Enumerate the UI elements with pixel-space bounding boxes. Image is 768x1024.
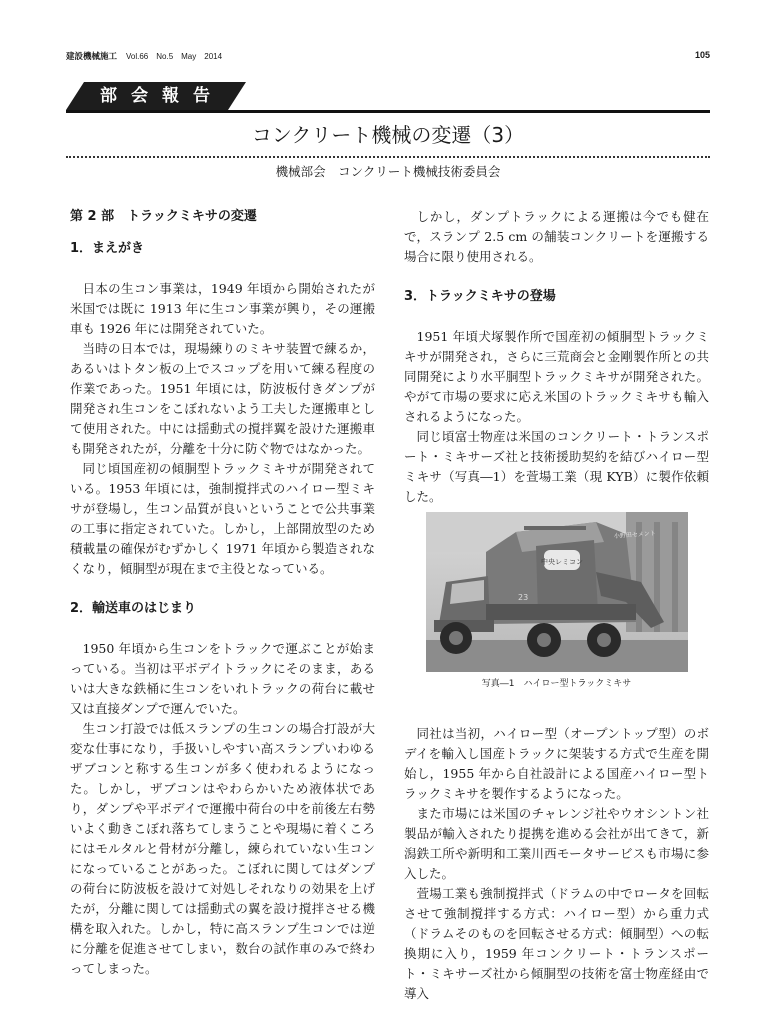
section-banner [66,82,246,110]
part-heading: 第 2 部 トラックミキサの変遷 [70,209,257,224]
header-rule [66,110,710,113]
section-heading-1: 1．まえがき [70,241,145,256]
article-title: コンクリート機械の変遷（3） [251,123,525,147]
paragraph: しかし，ダンプトラックによる運搬は今でも健在で，スランプ 2.5 cm の舗装コンクリートを運搬する場合に限り使用される。 [404,209,709,264]
left-column [70,207,375,979]
photo-number-text: 23 [518,593,529,602]
paragraph: 同じ頃国産初の傾胴型トラックミキサが開発されている。1953 年頃には，強制撹拌式のハイロー型ミキサが登場し，生コン品質が良いということで公共事業の工事に指定されていた。しかし，上部開放型のため積載量の確保がむずかしく 1971 年頃から製造されなくなり，傾胴型が現在まで主役となっている。 [70,461,375,576]
section-heading-3: 3．トラックミキサの登場 [404,289,556,304]
paragraph: 生コン打設では低スランプの生コンの場合打設が大変な仕事になり，手扱いしやすい高スランプいわゆるザブコンと称する生コンが多く使われるようになった。しかし，ザブコンはやわらかいため液体状であり，ダンプや平ボデイで運搬中荷台の中を前後左右勢いよく動きこぼれ落ちてしまうことや現場に着くころにはモルタルと骨材が分離し，練られていない生コンになっていることがあった。こぼれに関してはダンプの荷台に防波板を設けて対処しそれなりの効果を上げたが，分離に関しては揺動式の翼を設け撹拌させる機構を取入れた。しかし，特に高スランプ生コンでは逆に分離を促進させてしまい，数台の試作車のみで終わってしまった。 [70,721,375,976]
running-header [66,50,710,66]
journal-name: 建設機械施工 [66,52,118,62]
truck-mixer-photo [426,512,688,672]
photo-side-text: 小野田セメント [613,530,657,540]
photo-body-text: 中央レミコン [541,558,583,566]
page-number: 105 [694,50,710,60]
paragraph: 同社は当初，ハイロー型（オープントップ型）のボデイを輸入し国産トラックに架装する方式で生産を開始し，1955 年から自社設計による国産ハイロー型トラックミキサを製作するようになった。 [404,726,709,801]
article-author: 機械部会 コンクリート機械技術委員会 [275,164,501,179]
paragraph: また市場には米国のチャレンジ社やウオシントン社製品が輸入されたり提携を進める会社が出てきて，新潟鉄工所や新明和工業川西モータサービスも市場に参入した。 [404,806,709,881]
paragraph: 日本の生コン事業は，1949 年頃から開始されたが米国では既に 1913 年に生コン事業が興り，その運搬車も 1926 年には開発されていた。 [70,281,375,336]
paragraph: 同じ頃富士物産は米国のコンクリート・トランスポート・ミキサーズ社と技術援助契約を結びハイロー型ミキサ（写真―1）を萱場工業（現 KYB）に製作依頼した。 [404,429,709,504]
paragraph: 萱場工業も強制撹拌式（ドラムの中でロータを回転させて強制撹拌する方式：ハイロー型）から重力式（ドラムそのものを回転させる方式：傾胴型）への転換期に入り，1959 年コンクリート・トランスポート・ミキサーズ社から傾胴型の技術を富士物産経由で導入 [404,886,709,1001]
dotted-divider [66,156,710,158]
paragraph: 当時の日本では，現場練りのミキサ装置で練るか，あるいはトタン板の上でスコップを用いて練る程度の作業であった。1951 年頃には，防波板付きダンプが開発され生コンをこぼれないよう工夫した運搬車として使用された。中には揺動式の撹拌翼を設けた運搬車も開発されたが，分離を十分に防ぐ物ではなかった。 [70,341,375,456]
paragraph: 1951 年頃犬塚製作所で国産初の傾胴型トラックミキサが開発され，さらに三荒商会と金剛製作所との共同開発により水平胴型トラックミキサが開発された。やがて市場の要求に応え米国のトラックミキサも輸入されるようになった。 [404,329,709,424]
paragraph: 1950 年頃から生コンをトラックで運ぶことが始まっている。当初は平ボデイトラックにそのまま，あるいは大きな鉄桶に生コンをいれトラックの荷台に載せ又は直接ダンプで運んでいた。 [70,641,375,716]
photo-caption: 写真―1 ハイロー型トラックミキサ [481,679,632,689]
banner-label: 部会報告 [100,86,224,106]
section-heading-2: 2．輸送車のはじまり [70,601,197,616]
issue-info: Vol.66 No.5 May 2014 [126,52,223,61]
